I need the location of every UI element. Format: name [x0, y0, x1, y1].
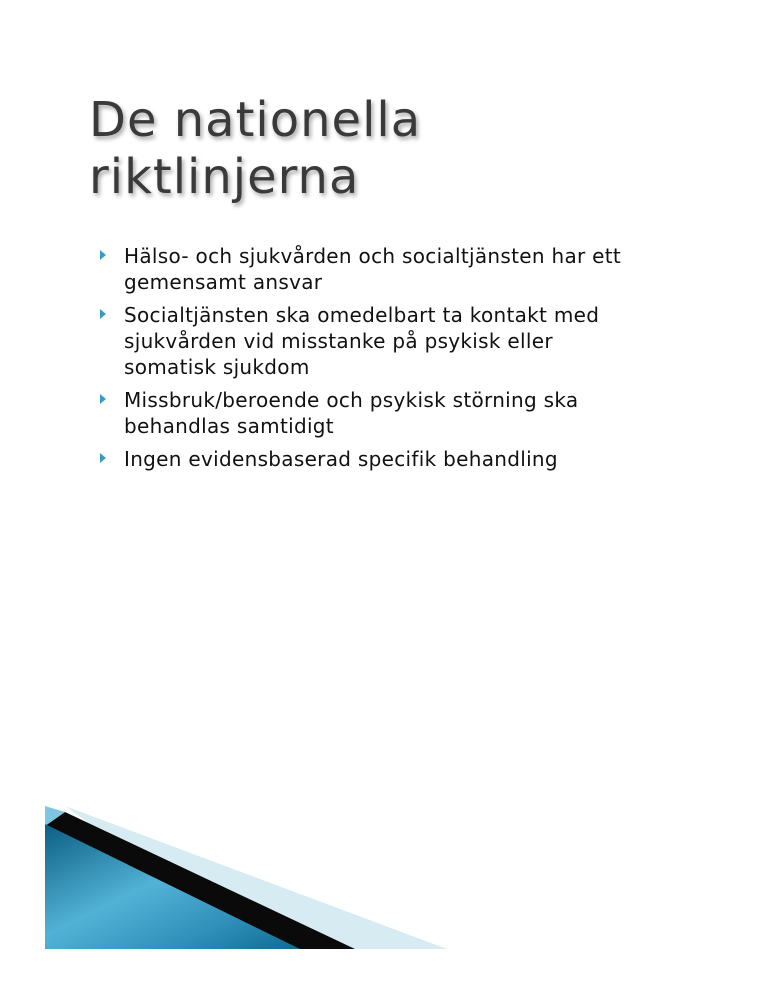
bullet-line: behandlas samtidigt: [124, 414, 334, 438]
slide-title-line: riktlinjerna: [89, 149, 360, 205]
bullet-item: [100, 243, 680, 295]
bullet-line: Socialtjänsten ska omedelbart ta kontakt med: [124, 303, 600, 327]
bullet-item: [100, 446, 680, 472]
slide-title-line: De nationella: [89, 92, 422, 148]
triangle-bullet-icon: [100, 394, 106, 404]
decorative-corner-graphic: [45, 806, 447, 949]
triangle-bullet-icon: [100, 309, 106, 319]
triangle-bullet-icon: [100, 250, 106, 260]
bullet-line: Hälso- och sjukvården och socialtjänsten har ett: [124, 244, 622, 268]
bullet-line: somatisk sjukdom: [124, 355, 310, 379]
bullet-item: [100, 387, 680, 439]
triangle-bullet-icon: [100, 453, 106, 463]
bullet-list: [100, 243, 680, 479]
slide-title: [89, 92, 689, 206]
bullet-line: sjukvården vid misstanke på psykisk eller: [124, 329, 553, 353]
bullet-line: Missbruk/beroende och psykisk störning ska: [124, 388, 579, 412]
bullet-line: Ingen evidensbaserad specifik behandling: [124, 447, 558, 471]
bullet-line: gemensamt ansvar: [124, 270, 323, 294]
bullet-item: [100, 302, 680, 380]
